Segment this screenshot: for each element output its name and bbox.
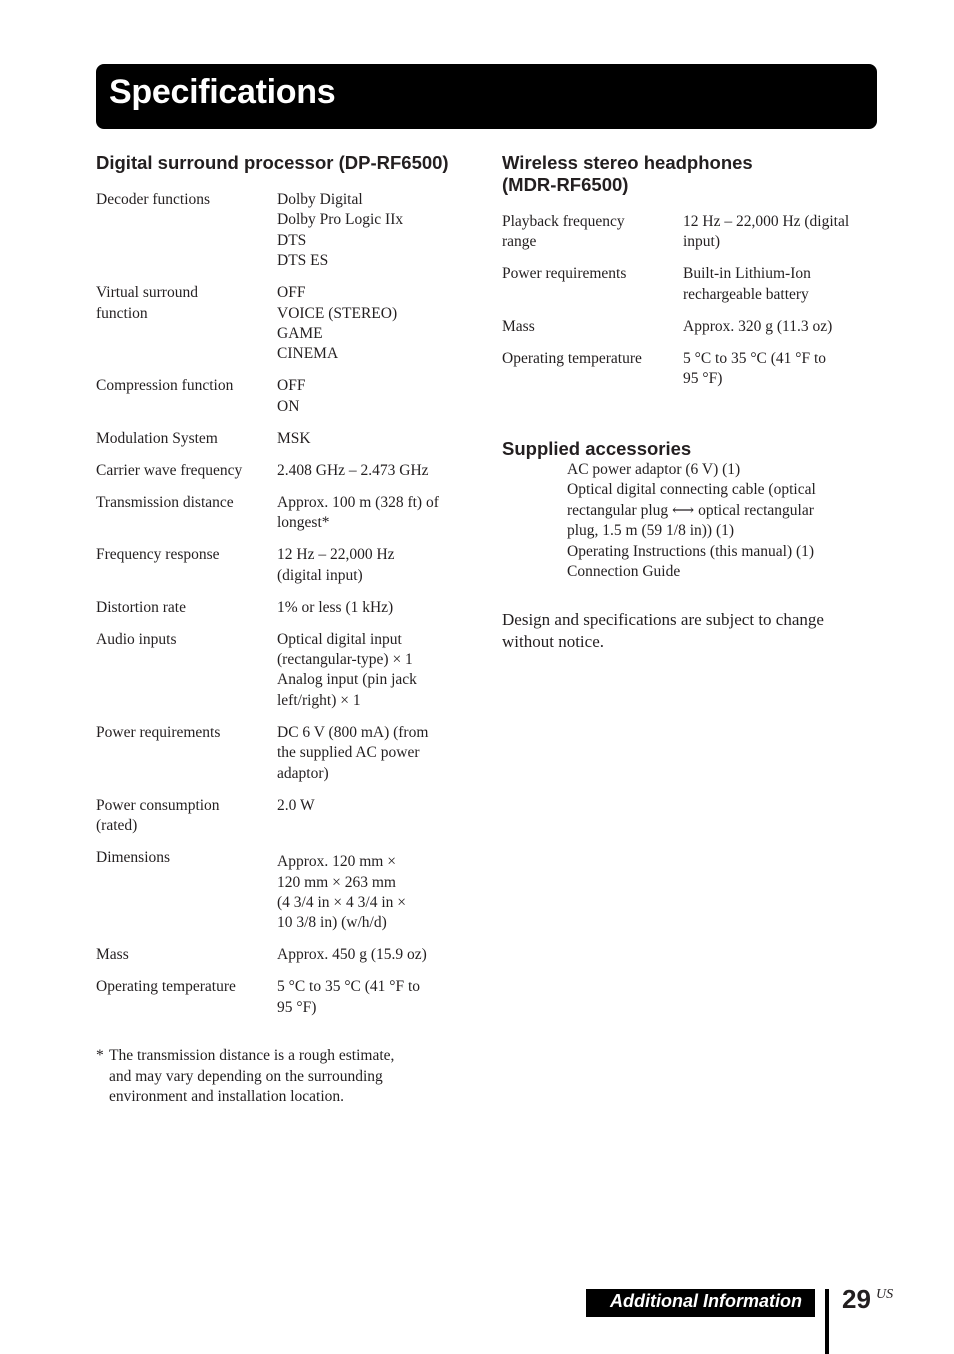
- spec-value: 2.408 GHz – 2.473 GHz: [277, 461, 429, 479]
- processor-section: [96, 150, 466, 1107]
- spec-value: Approx. 450 g (15.9 oz): [277, 946, 427, 964]
- accessories-heading: Supplied accessories: [502, 438, 692, 459]
- accessory-item: AC power adaptor (6 V) (1): [567, 461, 741, 478]
- accessory-item: plug, 1.5 m (59 1/8 in)) (1): [567, 522, 735, 540]
- spec-label: Virtual surround function: [96, 284, 198, 322]
- spec-label: Transmission distance: [96, 493, 234, 511]
- spec-row: [96, 723, 466, 784]
- spec-label: Mass: [96, 946, 129, 964]
- footer-section-label: Additional Information: [610, 1291, 802, 1311]
- title-bar: [96, 64, 877, 129]
- spec-row: [96, 945, 466, 965]
- spec-row: [502, 317, 872, 337]
- notice: Design and specifications are subject to change without notice.: [502, 610, 824, 651]
- spec-row: [96, 493, 466, 534]
- spec-row: [96, 376, 466, 417]
- spec-value: Approx. 100 m (328 ft) of longest*: [277, 493, 439, 532]
- footer-divider: [825, 1289, 829, 1354]
- spec-row: [96, 598, 466, 618]
- spec-value: 5 °C to 35 °C (41 °F to 95 °F): [683, 349, 827, 388]
- accessories-list: [567, 460, 872, 582]
- spec-row: [96, 283, 466, 365]
- headphones-section: [502, 150, 872, 401]
- spec-label: Power consumption (rated): [96, 796, 220, 835]
- footnote-text: The transmission distance is a rough estimate, and may vary depending on the surrounding environment and installation location.: [109, 1047, 395, 1105]
- spec-value: 2.0 W: [277, 796, 315, 814]
- spec-value: MSK: [277, 429, 311, 447]
- spec-value: Dolby Digital Dolby Pro Logic IIx DTS DTS ES: [277, 191, 404, 270]
- spec-label: Compression function: [96, 377, 234, 395]
- processor-heading: Digital surround processor (DP-RF6500): [96, 152, 449, 173]
- spec-label: Operating temperature: [502, 349, 642, 367]
- spec-label: Decoder functions: [96, 191, 211, 208]
- footer-section-tab: [586, 1289, 815, 1317]
- spec-row: [96, 848, 466, 934]
- spec-row: [96, 977, 466, 1018]
- spec-row: [502, 264, 872, 305]
- spec-label: Operating temperature: [96, 978, 236, 996]
- spec-value: Optical digital input (rectangular-type) × 1 Analog input (pin jack left/right) × 1: [277, 630, 417, 709]
- spec-row: [96, 796, 466, 837]
- page-number-suffix: US: [876, 1287, 894, 1302]
- spec-row: [96, 630, 466, 712]
- page-number: 29: [842, 1284, 871, 1314]
- spec-row: [96, 190, 466, 272]
- spec-label: Audio inputs: [96, 630, 177, 648]
- spec-label: Power requirements: [502, 265, 627, 283]
- spec-value: Approx. 120 mm × 120 mm × 263 mm (4 3/4 in × 4 3/4 in × 10 3/8 in) (w/h/d): [277, 853, 406, 932]
- spec-row: [96, 545, 466, 586]
- footnote-mark: *: [96, 1047, 104, 1065]
- spec-value: 12 Hz – 22,000 Hz (digital input): [683, 213, 850, 251]
- spec-row: [96, 429, 466, 449]
- accessories-section: [502, 438, 872, 582]
- accessory-item: Optical digital connecting cable (optical: [567, 481, 816, 499]
- spec-value: 12 Hz – 22,000 Hz (digital input): [277, 546, 395, 584]
- footnote: [96, 1046, 466, 1107]
- accessory-item: Connection Guide: [567, 563, 681, 581]
- spec-value: Approx. 320 g (11.3 oz): [683, 317, 833, 335]
- spec-label: Dimensions: [96, 849, 171, 867]
- spec-label: Power requirements: [96, 723, 221, 741]
- page-title: Specifications: [109, 73, 336, 111]
- spec-value: OFF ON: [277, 377, 306, 415]
- spec-label: Frequency response: [96, 546, 220, 564]
- headphones-heading: Wireless stereo headphones (MDR-RF6500): [502, 152, 753, 195]
- headphones-spec-table: [502, 212, 872, 390]
- spec-row: [502, 212, 872, 253]
- spec-label: Distortion rate: [96, 598, 186, 616]
- spec-value: 1% or less (1 kHz): [277, 598, 394, 616]
- accessory-item: rectangular plug ⟷ optical rectangular: [567, 501, 814, 519]
- spec-value: Built-in Lithium-Ion rechargeable battery: [683, 265, 811, 303]
- spec-label: Modulation System: [96, 429, 218, 447]
- spec-value: OFF VOICE (STEREO) GAME CINEMA: [277, 284, 398, 363]
- spec-label: Playback frequency range: [502, 213, 625, 251]
- spec-label: Carrier wave frequency: [96, 461, 243, 479]
- spec-value: 5 °C to 35 °C (41 °F to 95 °F): [277, 978, 421, 1016]
- spec-row: [502, 349, 872, 390]
- spec-row: [96, 461, 466, 481]
- spec-value: DC 6 V (800 mA) (from the supplied AC power adaptor): [277, 723, 429, 782]
- spec-label: Mass: [502, 317, 535, 335]
- processor-spec-table: [96, 190, 466, 1018]
- accessory-item: Operating Instructions (this manual) (1): [567, 542, 815, 560]
